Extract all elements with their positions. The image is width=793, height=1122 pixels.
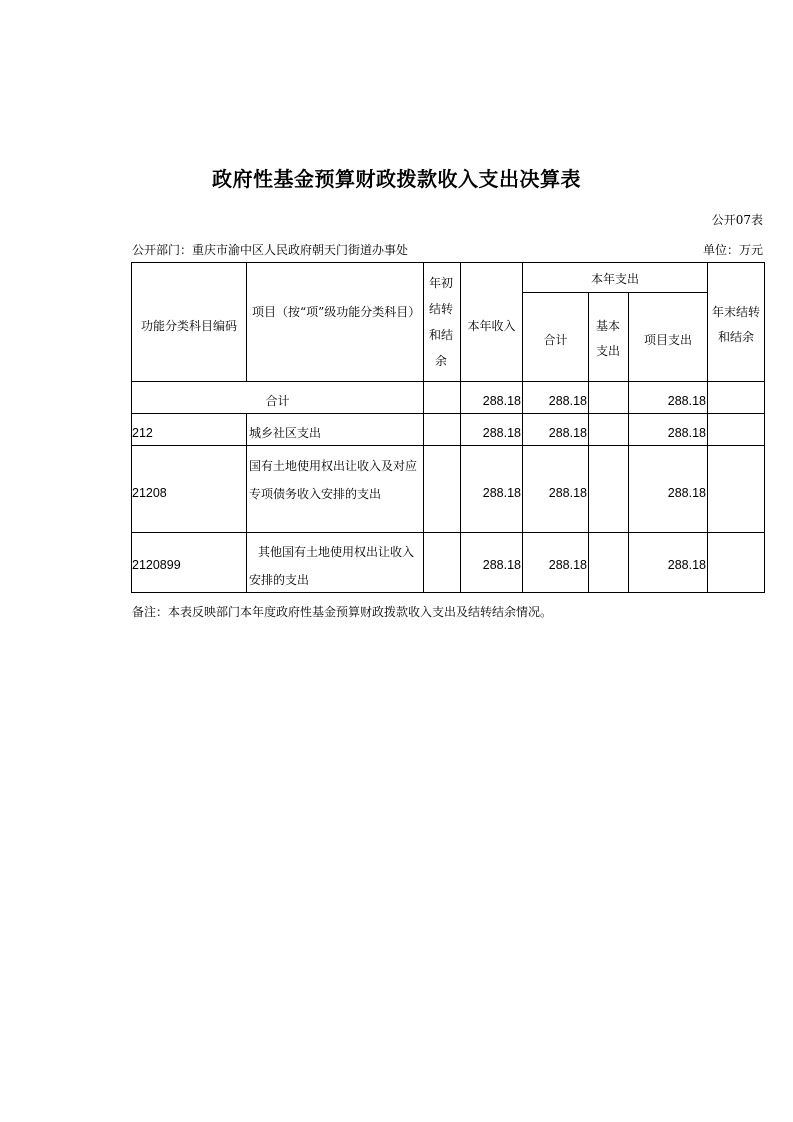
table-note: 备注：本表反映部门本年度政府性基金预算财政拨款收入支出及结转结余情况。 — [132, 605, 553, 619]
document-title: 政府性基金预算财政拨款收入支出决算表 — [212, 167, 581, 191]
row-code: 2120899 — [132, 558, 181, 572]
row-expense-project: 288.18 — [667, 426, 706, 440]
row-code: 21208 — [132, 486, 167, 500]
row-expense-total: 288.18 — [548, 426, 587, 440]
row-item: 其他国有土地使用权出让收入安排的支出 — [249, 545, 415, 587]
header-end-balance: 年末结转和结余 — [711, 305, 760, 344]
header-expense-total: 合计 — [543, 333, 568, 347]
header-code: 功能分类科目编码 — [140, 319, 237, 333]
row-item: 国有土地使用权出让收入及对应专项债务收入安排的支出 — [249, 459, 418, 501]
row-item: 城乡社区支出 — [249, 426, 322, 440]
row-code: 212 — [132, 426, 153, 440]
header-expense-project: 项目支出 — [643, 333, 692, 347]
row-expense-project: 288.18 — [667, 558, 706, 572]
unit-label: 单位：万元 — [702, 243, 763, 257]
row-income: 288.18 — [482, 426, 521, 440]
row-income: 288.18 — [482, 558, 521, 572]
header-income: 本年收入 — [467, 319, 516, 333]
header-begin-balance: 年初结转和结余 — [428, 276, 453, 368]
header-expense-basic: 基本支出 — [595, 319, 620, 358]
department-label: 公开部门：重庆市渝中区人民政府朝天门街道办事处 — [132, 243, 409, 257]
total-expense-project: 288.18 — [667, 394, 706, 408]
total-income: 288.18 — [482, 394, 521, 408]
total-label: 合计 — [265, 394, 290, 408]
row-expense-total: 288.18 — [548, 486, 587, 500]
row-expense-project: 288.18 — [667, 486, 706, 500]
row-expense-total: 288.18 — [548, 558, 587, 572]
total-expense-total: 288.18 — [548, 394, 587, 408]
row-income: 288.18 — [482, 486, 521, 500]
header-expense-group: 本年支出 — [590, 272, 639, 286]
header-item: 项目（按“项”级功能分类科目） — [252, 305, 421, 319]
form-number: 公开07表 — [711, 213, 763, 227]
